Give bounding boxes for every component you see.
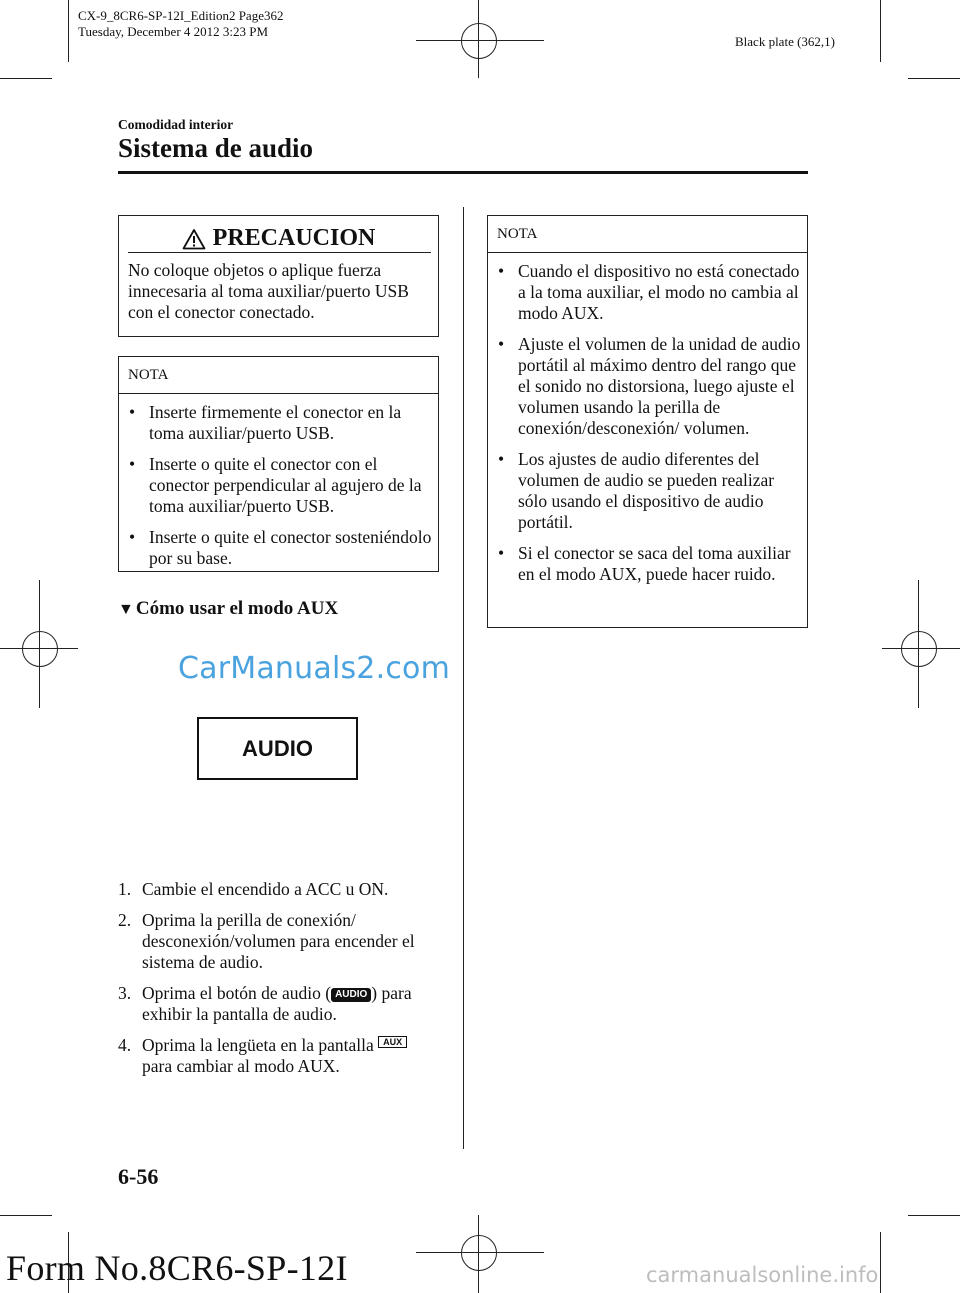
caution-title: PRECAUCION <box>212 225 376 251</box>
note-list <box>488 253 807 585</box>
audio-chip-icon: AUDIO <box>331 988 371 1002</box>
watermark-logo: CarManuals2.com <box>178 651 451 686</box>
step-text: Oprima el botón de audio ( <box>142 983 332 1003</box>
list-item: • Si el conector se saca del toma auxiliar en el modo AUX, puede hacer ruido. <box>488 543 801 585</box>
list-item: • Inserte o quite el conector sosteniéndolo por su base. <box>119 527 432 569</box>
step-item <box>118 910 440 973</box>
file-info-line2: Tuesday, December 4 2012 3:23 PM <box>78 24 269 39</box>
step-number: 3. <box>118 983 132 1003</box>
step-item <box>118 983 440 1025</box>
note-box-left <box>118 356 439 572</box>
note-box-right <box>487 215 808 628</box>
step-number: 2. <box>118 910 132 930</box>
note-title: NOTA <box>128 367 169 383</box>
watermark-footer: carmanualsonline.info <box>646 1263 879 1287</box>
step-text: para cambiar al modo AUX. <box>142 1056 340 1076</box>
file-info-line1: CX-9_8CR6-SP-12I_Edition2 Page362 <box>78 8 284 23</box>
list-item: • Inserte o quite el conector con el conector perpendicular al agujero de la toma auxiliar/puerto USB. <box>119 454 432 517</box>
triangle-marker-icon: ▼ <box>118 601 134 618</box>
list-item: • Los ajustes de audio diferentes del volumen de audio se pueden realizar sólo usando el dispositivo de audio portátil. <box>488 449 801 533</box>
audio-button-label: AUDIO <box>242 735 313 761</box>
note-list <box>119 394 438 569</box>
step-text: Oprima la perilla de conexión/ desconexión/volumen para encender el sistema de audio. <box>142 910 415 972</box>
file-info <box>78 8 283 40</box>
step-text: Oprima la lengüeta en la pantalla <box>142 1035 379 1055</box>
list-item: • Cuando el dispositivo no está conectado a la toma auxiliar, el modo no cambia al modo AUX. <box>488 261 801 324</box>
caution-box <box>118 215 439 337</box>
caution-text: No coloque objetos o aplique fuerza innecesaria al toma auxiliar/puerto USB con el conector conectado. <box>128 260 409 322</box>
step-text: Cambie el encendido a ACC u ON. <box>142 879 389 899</box>
warning-icon <box>182 228 206 250</box>
heading-text: Cómo usar el modo AUX <box>135 598 339 619</box>
page-number: 6-56 <box>118 1164 159 1189</box>
title-rule <box>118 171 808 174</box>
section-title: Sistema de audio <box>118 133 314 163</box>
step-item <box>118 1035 440 1077</box>
list-item: • Inserte firmemente el conector en la toma auxiliar/puerto USB. <box>119 402 432 444</box>
step-number: 4. <box>118 1035 132 1055</box>
column-divider <box>463 207 464 1149</box>
aux-tab-icon: AUX <box>378 1036 407 1048</box>
steps-list <box>118 879 440 1087</box>
note-title: NOTA <box>497 226 538 242</box>
step-item <box>118 879 440 900</box>
step-text: ) para exhibir la pantalla de audio. <box>142 983 412 1024</box>
list-item: • Ajuste el volumen de la unidad de audio portátil al máximo dentro del rango que el sonido no distorsiona, luego ajuste el volumen usando la perilla de conexión/desconexión/ volumen. <box>488 334 801 439</box>
plate-label: Black plate (362,1) <box>735 34 835 49</box>
form-number: Form No.8CR6-SP-12I <box>6 1248 348 1288</box>
audio-button-illustration <box>197 717 358 780</box>
section-heading <box>118 598 338 620</box>
step-number: 1. <box>118 879 132 899</box>
section-category: Comodidad interior <box>118 117 234 132</box>
